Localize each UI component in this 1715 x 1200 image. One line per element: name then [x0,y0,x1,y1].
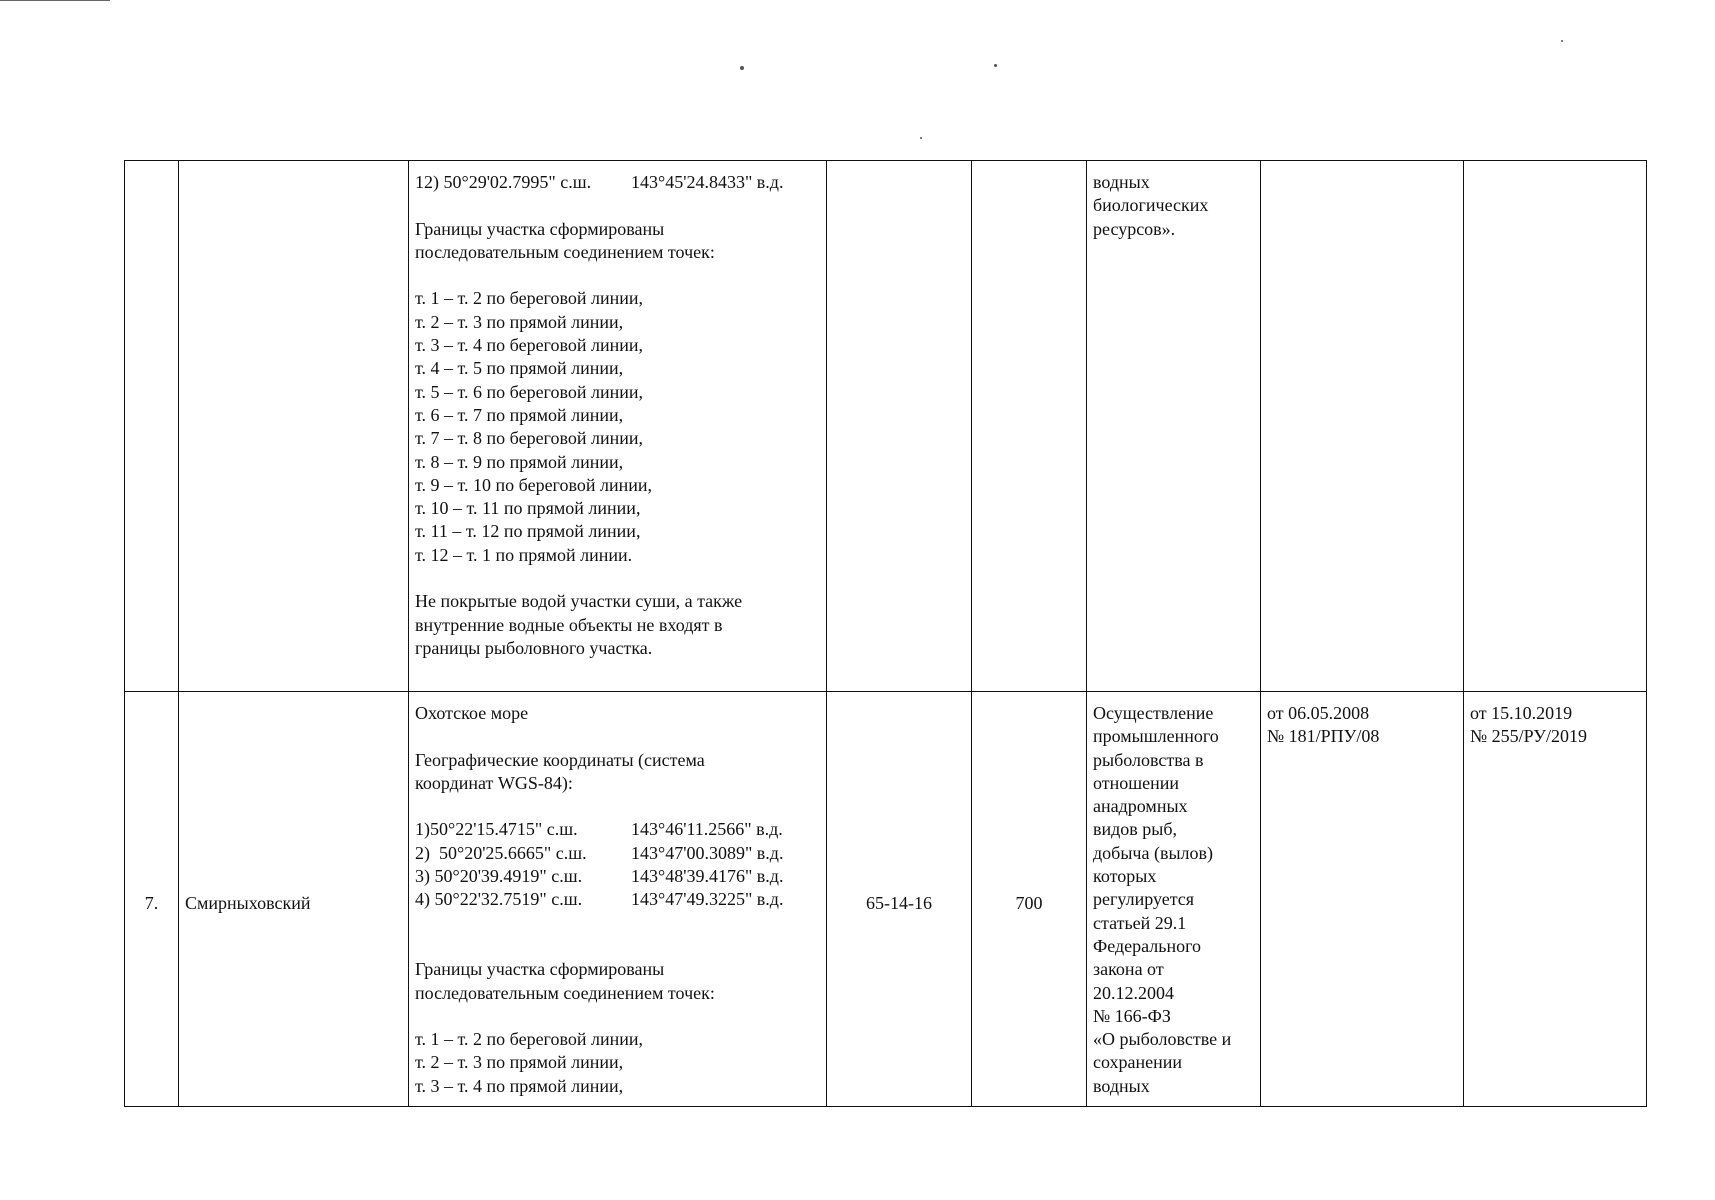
number-cell: 7. [125,692,179,1107]
coordinate-line: 12) 50°29'02.7995" с.ш. 143°45'24.8433" в.д. [415,172,784,192]
boundary-step: т. 5 – т. 6 по береговой линии, [415,381,644,402]
exclusion-note: границы рыболовного участка. [415,637,653,658]
scan-speck [1561,40,1563,42]
purpose-line: закона от [1093,959,1164,980]
code-cell: 65-14-16 [827,692,972,1107]
boundary-heading: Границы участка сформированы [415,959,665,980]
coordinate-line: 1)50°22'15.4715" с.ш. 143°46'11.2566" в.д. [415,819,783,840]
scan-speck [994,64,997,67]
boundary-step: т. 1 – т. 2 по береговой линии, [415,1029,644,1050]
boundary-heading: Границы участка сформированы [415,218,665,239]
purpose-line: № 166-ФЗ [1093,1005,1171,1026]
boundary-step: т. 11 – т. 12 по прямой линии, [415,521,641,542]
boundary-heading: последовательным соединением точек: [415,982,715,1003]
boundary-step: т. 3 – т. 4 по береговой линии, [415,335,644,356]
water-body: Охотское море [415,703,529,723]
boundary-step: т. 10 – т. 11 по прямой линии, [415,498,641,519]
decision-number: № 181/РПУ/08 [1267,726,1380,747]
coordinate-line: 4) 50°22'32.7519" с.ш. 143°47'49.3225" в.д. [415,889,784,910]
purpose-line: видов рыб, [1093,819,1178,840]
boundary-step: т. 6 – т. 7 по прямой линии, [415,404,624,425]
purpose-cell [1087,692,1261,1107]
table-row [125,161,1647,692]
scan-speck [740,66,744,70]
purpose-line: биологических [1093,195,1209,216]
purpose-line: Федерального [1093,935,1202,956]
boundary-step: т. 12 – т. 1 по прямой линии. [415,544,633,565]
coordinate-system: Географические координаты (система [415,749,705,770]
boundary-step: т. 8 – т. 9 по прямой линии, [415,451,624,472]
boundaries-cell [409,692,827,1107]
purpose-line: Осуществление [1093,703,1214,723]
purpose-line: анадромных [1093,796,1188,817]
purpose-line: водных [1093,1075,1150,1096]
purpose-line: рыболовства в [1093,749,1204,770]
boundary-step: т. 3 – т. 4 по прямой линии, [415,1075,624,1096]
purpose-line: ресурсов». [1093,218,1176,239]
boundary-step: т. 7 – т. 8 по береговой линии, [415,428,644,449]
number-cell [125,161,179,692]
boundary-step: т. 2 – т. 3 по прямой линии, [415,311,624,332]
purpose-line: промышленного [1093,726,1219,747]
decision-cell [1464,161,1647,692]
scan-speck [920,137,922,139]
decision-date: от 06.05.2008 [1267,703,1370,723]
purpose-line: отношении [1093,772,1180,793]
coordinate-line: 2) 50°20'25.6665" с.ш. 143°47'00.3089" в.д. [415,842,784,863]
purpose-line: которых [1093,866,1157,887]
purpose-line: водных [1093,172,1150,192]
boundary-step: т. 4 – т. 5 по прямой линии, [415,358,624,379]
table-row [125,692,1647,1107]
area-cell: 700 [972,692,1087,1107]
coordinate-system: координат WGS-84): [415,772,573,793]
purpose-line: регулируется [1093,889,1195,910]
purpose-line: сохранении [1093,1052,1183,1073]
boundary-step: т. 2 – т. 3 по прямой линии, [415,1052,624,1073]
coordinate-line: 3) 50°20'39.4919" с.ш. 143°48'39.4176" в.д. [415,866,784,887]
area-cell [972,161,1087,692]
decision-cell [1261,161,1464,692]
boundary-heading: последовательным соединением точек: [415,241,715,262]
boundary-step: т. 9 – т. 10 по береговой линии, [415,474,653,495]
purpose-cell [1087,161,1261,692]
district-cell [179,161,409,692]
code-cell [827,161,972,692]
fishing-areas-table [124,160,1647,1107]
decision-cell [1261,692,1464,1107]
exclusion-note: внутренние водные объекты не входят в [415,614,723,635]
exclusion-note: Не покрытые водой участки суши, а также [415,591,743,612]
scan-edge-mark [0,0,110,1]
decision-number: № 255/РУ/2019 [1470,726,1587,747]
boundaries-cell [409,161,827,692]
purpose-line: «О рыболовстве и [1093,1029,1232,1050]
purpose-line: 20.12.2004 [1093,982,1174,1003]
purpose-line: статьей 29.1 [1093,912,1187,933]
district-cell: Смирныховский [179,692,409,1107]
purpose-line: добыча (вылов) [1093,842,1214,863]
boundary-step: т. 1 – т. 2 по береговой линии, [415,288,644,309]
decision-cell [1464,692,1647,1107]
decision-date: от 15.10.2019 [1470,703,1573,723]
